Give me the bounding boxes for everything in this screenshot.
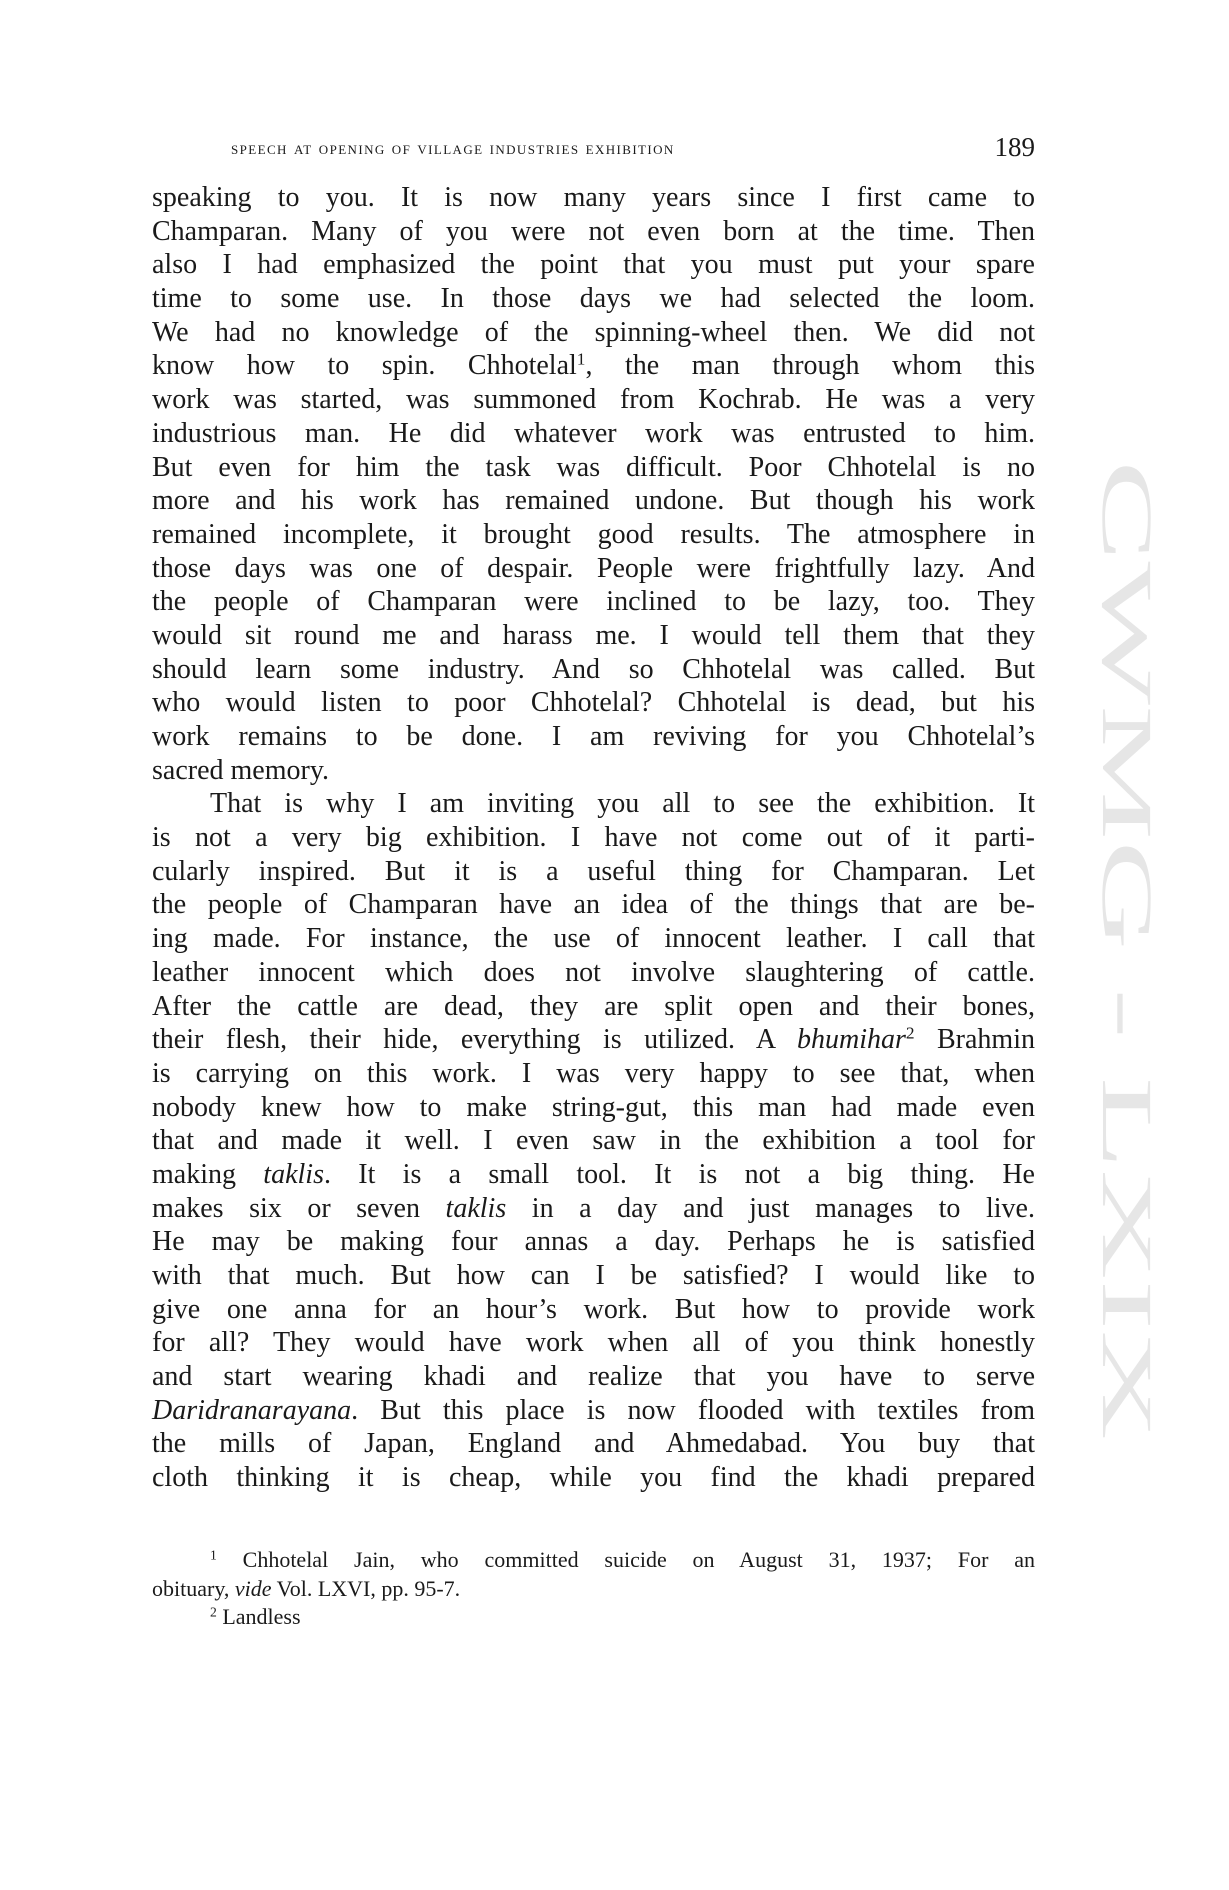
body-line: That is why I am inviting you all to see the exhibition. It — [210, 788, 1035, 820]
body-text — [152, 181, 1035, 1495]
body-line: Champaran. Many of you were not even born at the time. Then — [152, 215, 1035, 247]
watermark — [1085, 460, 1167, 1440]
body-line: nobody knew how to make string-gut, this man had made even — [152, 1091, 1035, 1123]
footnote-line: $^1$ Chhotelal Jain, who committed suicide on August 31, 1937; For an — [210, 1547, 1035, 1572]
body-line: leather innocent which does not involve slaughtering of cattle. — [152, 956, 1035, 988]
body-line: makes six or seven taklis in a day and just manages to live. — [152, 1192, 1035, 1224]
body-line: who would listen to poor Chhotelal? Chhotelal is dead, but his — [152, 687, 1035, 719]
page-number: 189 — [994, 132, 1035, 162]
body-line: give one anna for an hour’s work. But how to provide work — [152, 1293, 1035, 1325]
body-line: the people of Champaran were inclined to be lazy, too. They — [152, 586, 1035, 618]
body-line: those days was one of despair. People were frightfully lazy. And — [152, 552, 1035, 584]
body-line: is not a very big exhibition. I have not come out of it parti- — [152, 822, 1035, 854]
body-line: time to some use. In those days we had selected the loom. — [152, 283, 1035, 315]
body-line: speaking to you. It is now many years since I first came to — [152, 182, 1035, 213]
footnote-line: obituary, vide Vol. LXVI, pp. 95-7. — [152, 1575, 461, 1601]
body-line: should learn some industry. And so Chhotelal was called. But — [152, 653, 1035, 685]
body-line: know how to spin. Chhotelal$^1$, the man through whom this — [152, 349, 1035, 382]
footnote-line: $^2$ Landless — [210, 1604, 301, 1629]
body-line: remained incomplete, it brought good results. The atmosphere in — [152, 518, 1035, 550]
footnotes — [152, 1546, 1035, 1632]
running-header — [152, 132, 1035, 168]
watermark-text: CWMG - LXIX — [1087, 460, 1167, 924]
body-line: We had no knowledge of the spinning-wheel then. We did not — [152, 316, 1035, 348]
body-line: work was started, was summoned from Kochrab. He was a very — [152, 384, 1035, 416]
body-line: would sit round me and harass me. I would tell them that they — [152, 619, 1035, 651]
watermark-graphic — [1085, 460, 1167, 1440]
body-line: But even for him the task was difficult. Poor Chhotelal is no — [152, 451, 1035, 483]
body-line: the mills of Japan, England and Ahmedabad. You buy that — [152, 1428, 1035, 1460]
body-line: cloth thinking it is cheap, while you find the khadi prepared — [152, 1462, 1035, 1494]
body-line: that and made it well. I even saw in the exhibition a tool for — [152, 1125, 1035, 1157]
running-title: speech at opening of village industries exhibition — [231, 138, 675, 159]
body-line: ing made. For instance, the use of innocent leather. I call that — [152, 923, 1035, 955]
body-line: He may be making four annas a day. Perhaps he is satisfied — [152, 1226, 1035, 1258]
body-line: more and his work has remained undone. But though his work — [152, 485, 1035, 517]
body-line: industrious man. He did whatever work was entrusted to him. — [152, 417, 1035, 449]
body-line: and start wearing khadi and realize that you have to serve — [152, 1361, 1035, 1393]
body-line: Daridranarayana. But this place is now flooded with textiles from — [152, 1394, 1035, 1426]
body-line: with that much. But how can I be satisfied? I would like to — [152, 1260, 1035, 1291]
body-line: making taklis. It is a small tool. It is not a big thing. He — [152, 1158, 1035, 1190]
body-line: cularly inspired. But it is a useful thing for Champaran. Let — [152, 855, 1035, 887]
body-line: work remains to be done. I am reviving for you Chhotelal’s — [152, 721, 1035, 752]
body-line: for all? They would have work when all of you think honestly — [152, 1327, 1035, 1359]
body-line: their flesh, their hide, everything is utilized. A bhumihar$^2$ Brahmin — [152, 1023, 1035, 1056]
body-line: After the cattle are dead, they are split open and their bones, — [152, 990, 1035, 1022]
body-line: also I had emphasized the point that you must put your spare — [152, 249, 1035, 281]
body-line: sacred memory. — [152, 754, 329, 786]
body-line: the people of Champaran have an idea of the things that are be- — [152, 889, 1035, 921]
body-line: is carrying on this work. I was very happy to see that, when — [152, 1057, 1035, 1089]
